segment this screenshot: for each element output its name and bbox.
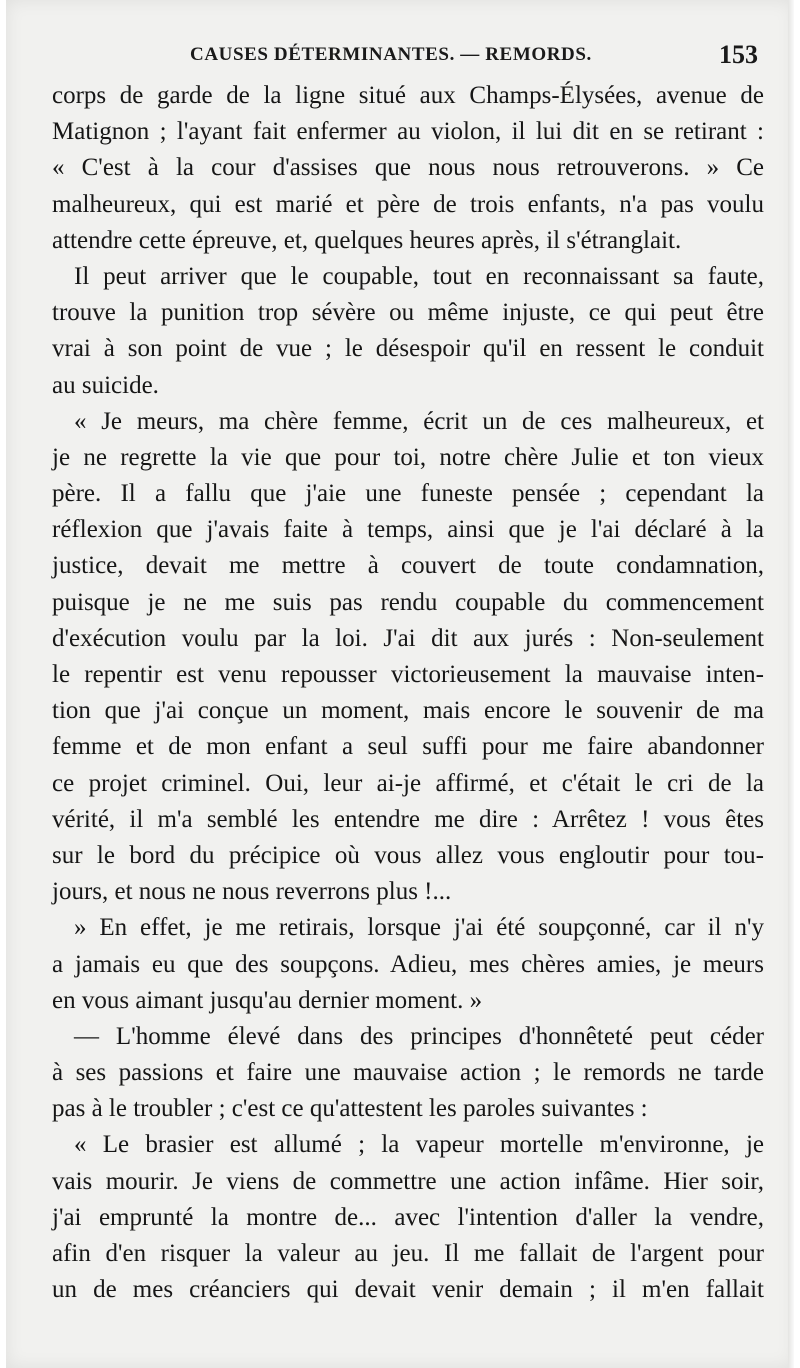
page-edge [788,0,794,1368]
text-line: père. Il a fallu que j'aie une funeste pensée ; cependant la [52,480,764,508]
text-line: vais mourir. Je viens de commettre une action infâme. Hier soir, [52,1167,764,1195]
text-line: pas à le troubler ; c'est ce qu'attestent les paroles suivantes : [52,1095,648,1123]
text-line: en vous aimant jusqu'au dernier moment. » [52,986,483,1014]
book-page [6,0,794,1368]
text-line: Matignon ; l'ayant fait enfermer au violon, il lui dit en se retirant : [52,118,764,146]
paragraph [52,1127,764,1308]
text-line: femme et de mon enfant a seul suffi pour me faire abandonner [52,733,764,761]
text-line: Il peut arriver que le coupable, tout en reconnaissant sa faute, [74,262,764,290]
text-line: au suicide. [52,371,159,399]
paragraph [52,259,764,404]
text-line: corps de garde de la ligne situé aux Champs-Élysées, avenue de [52,82,764,109]
text-line: trouve la punition trop sévère ou même injuste, ce qui peut être [52,299,764,327]
text-line: je ne regrette la vie que pour toi, notre chère Julie et ton vieux [52,443,764,471]
page-header [6,40,794,70]
text-line: puisque je ne me suis pas rendu coupable du commencement [52,588,764,616]
text-line: d'exécution voulu par la loi. J'ai dit aux jurés : Non-seulement [52,624,764,652]
text-line: sur le bord du précipice où vous allez vous engloutir pour tou- [52,841,764,869]
text-line: « C'est à la cour d'assises que nous nous retrouverons. » Ce [52,154,764,182]
text-line: malheureux, qui est marié et père de trois enfants, n'a pas voulu [52,190,764,218]
text-line: justice, devait me mettre à couvert de toute condamnation, [52,552,764,580]
text-line: afin d'en risquer la valeur au jeu. Il me fallait de l'argent pour [52,1240,764,1267]
text-line: « Le brasier est allumé ; la vapeur mortelle m'environne, je [74,1131,764,1159]
text-line: réflexion que j'avais faite à temps, ainsi que je l'ai déclaré à la [52,516,764,544]
text-line: — L'homme élevé dans des principes d'honnêteté peut céder [74,1022,764,1050]
page-number: 153 [719,40,758,69]
body-text [52,78,764,1308]
text-line: jours, et nous ne nous reverrons plus !... [52,878,452,906]
text-line: tion que j'ai conçue un moment, mais encore le souvenir de ma [52,697,764,725]
text-line: « Je meurs, ma chère femme, écrit un de ces malheureux, et [74,407,764,435]
text-line: vérité, il m'a semblé les entendre me dire : Arrêtez ! vous êtes [52,805,764,833]
paragraph [52,78,764,259]
text-line: vrai à son point de vue ; le désespoir qu'il en ressent le conduit [52,335,764,363]
text-line: attendre cette épreuve, et, quelques heures après, il s'étranglait. [52,226,682,254]
running-head: CAUSES DÉTERMINANTES. — REMORDS. [190,44,592,65]
text-line: a jamais eu que des soupçons. Adieu, mes chères amies, je meurs [52,950,764,978]
text-line: ce projet criminel. Oui, leur ai-je affirmé, et c'était le cri de la [52,769,764,797]
text-line: un de mes créanciers qui devait venir demain ; il m'en fallait [52,1276,764,1304]
text-line: le repentir est venu repousser victorieusement la mauvaise inten- [52,661,764,688]
paragraph [52,910,764,1019]
text-line: j'ai emprunté la montre de... avec l'intention d'aller la vendre, [52,1203,764,1231]
text-line: à ses passions et faire une mauvaise action ; le remords ne tarde [52,1059,764,1087]
paragraph [52,1019,764,1128]
paragraph [52,404,764,911]
text-line: » En effet, je me retirais, lorsque j'ai été soupçonné, car il n'y [74,914,764,942]
